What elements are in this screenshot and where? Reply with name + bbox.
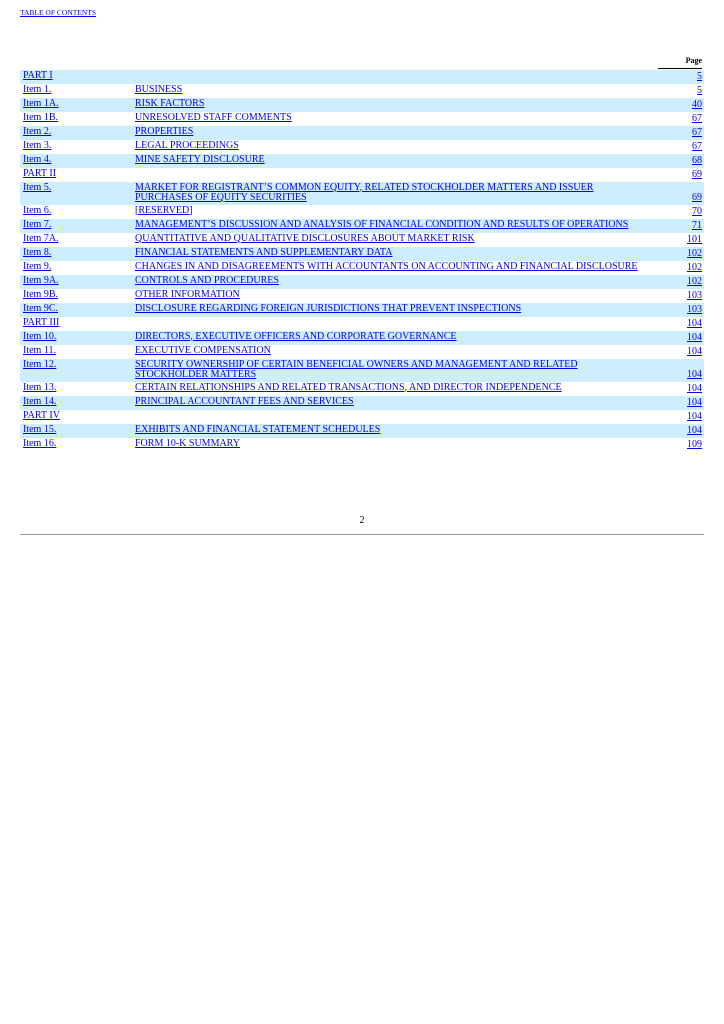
toc-title-link[interactable]: DIRECTORS, EXECUTIVE OFFICERS AND CORPORATE GOVERNANCE [135, 330, 457, 342]
toc-item-link[interactable]: PART III [23, 316, 60, 328]
toc-title-link[interactable]: EXHIBITS AND FINANCIAL STATEMENT SCHEDULES [135, 423, 381, 435]
toc-row [20, 438, 704, 452]
toc-page-link[interactable]: 68 [692, 155, 702, 166]
toc-page-link[interactable]: 104 [687, 383, 702, 394]
toc-page-link[interactable]: 104 [687, 411, 702, 422]
toc-title-link[interactable]: FINANCIAL STATEMENTS AND SUPPLEMENTARY DATA [135, 246, 393, 258]
toc-row [20, 205, 704, 219]
toc-row [20, 331, 704, 345]
toc-row [20, 382, 704, 396]
toc-title-link[interactable]: SECURITY OWNERSHIP OF CERTAIN BENEFICIAL OWNERS AND MANAGEMENT AND RELATED STOCKHOLDER MATTERS [135, 358, 578, 380]
toc-title-link[interactable]: CONTROLS AND PROCEDURES [135, 274, 279, 286]
toc-item-link[interactable]: Item 1A. [23, 97, 59, 109]
toc-item-link[interactable]: PART I [23, 69, 53, 81]
page-column-header: Page [652, 56, 704, 70]
toc-item-link[interactable]: Item 11. [23, 344, 56, 356]
toc-item-link[interactable]: Item 9. [23, 260, 52, 272]
toc-page-link[interactable]: 103 [687, 290, 702, 301]
toc-title-link[interactable]: CERTAIN RELATIONSHIPS AND RELATED TRANSACTIONS, AND DIRECTOR INDEPENDENCE [135, 381, 562, 393]
toc-item-link[interactable]: Item 9A. [23, 274, 59, 286]
toc-page-link[interactable]: 67 [692, 141, 702, 152]
toc-title-link[interactable]: OTHER INFORMATION [135, 288, 240, 300]
toc-title-link[interactable]: PROPERTIES [135, 125, 194, 137]
toc-row [20, 219, 704, 233]
toc-body [20, 70, 704, 452]
toc-row [20, 168, 704, 182]
toc-item-link[interactable]: Item 1B. [23, 111, 58, 123]
toc-title-link[interactable]: UNRESOLVED STAFF COMMENTS [135, 111, 292, 123]
toc-page-link[interactable]: 69 [692, 192, 702, 203]
table-of-contents-link[interactable]: TABLE OF CONTENTS [20, 8, 97, 17]
toc-row [20, 410, 704, 424]
toc-title-link[interactable]: BUSINESS [135, 83, 183, 95]
toc-item-link[interactable]: Item 15. [23, 423, 57, 435]
toc-row [20, 112, 704, 126]
toc-item-link[interactable]: Item 10. [23, 330, 57, 342]
toc-row [20, 359, 704, 382]
toc-row [20, 275, 704, 289]
toc-item-link[interactable]: Item 2. [23, 125, 52, 137]
toc-title-link[interactable]: EXECUTIVE COMPENSATION [135, 344, 271, 356]
toc-header-row [20, 56, 704, 70]
toc-page-link[interactable]: 71 [692, 220, 702, 231]
toc-page-link[interactable]: 5 [697, 71, 702, 82]
toc-title-link[interactable]: LEGAL PROCEEDINGS [135, 139, 239, 151]
toc-page-link[interactable]: 104 [687, 397, 702, 408]
toc-title-link[interactable]: FORM 10-K SUMMARY [135, 437, 241, 449]
page-number: 2 [359, 515, 365, 526]
toc-item-link[interactable]: Item 12. [23, 358, 57, 370]
toc-page-link[interactable]: 69 [692, 169, 702, 180]
toc-row [20, 126, 704, 140]
toc-page-link[interactable]: 104 [687, 369, 702, 380]
toc-row [20, 396, 704, 410]
toc-item-link[interactable]: PART IV [23, 409, 60, 421]
toc-page-link[interactable]: 104 [687, 425, 702, 436]
toc-item-link[interactable]: Item 7. [23, 218, 52, 230]
toc-page-link[interactable]: 5 [697, 85, 702, 96]
toc-title-link[interactable]: PRINCIPAL ACCOUNTANT FEES AND SERVICES [135, 395, 354, 407]
toc-page-link[interactable]: 104 [687, 318, 702, 329]
toc-item-link[interactable]: Item 1. [23, 83, 52, 95]
toc-title-link[interactable]: MARKET FOR REGISTRANT’S COMMON EQUITY, RELATED STOCKHOLDER MATTERS AND ISSUER PURCHASES OF EQUITY SECURITIES [135, 181, 594, 203]
toc-title-link[interactable]: DISCLOSURE REGARDING FOREIGN JURISDICTIONS THAT PREVENT INSPECTIONS [135, 302, 522, 314]
toc-page-link[interactable]: 102 [687, 276, 702, 287]
toc-row [20, 424, 704, 438]
toc-row [20, 289, 704, 303]
toc-page-link[interactable]: 109 [687, 439, 702, 450]
toc-title-link[interactable]: QUANTITATIVE AND QUALITATIVE DISCLOSURES ABOUT MARKET RISK [135, 232, 475, 244]
toc-page-link[interactable]: 40 [692, 99, 702, 110]
toc-row [20, 233, 704, 247]
toc-page-link[interactable]: 70 [692, 206, 702, 217]
toc-row [20, 182, 704, 205]
toc-item-link[interactable]: Item 9B. [23, 288, 58, 300]
toc-page-link[interactable]: 67 [692, 127, 702, 138]
toc-page-link[interactable]: 67 [692, 113, 702, 124]
toc-page-link[interactable]: 101 [687, 234, 702, 245]
toc-table [20, 56, 704, 452]
toc-item-link[interactable]: PART II [23, 167, 57, 179]
toc-title-link[interactable]: MANAGEMENT’S DISCUSSION AND ANALYSIS OF FINANCIAL CONDITION AND RESULTS OF OPERATIONS [135, 218, 629, 230]
toc-title-link[interactable]: RISK FACTORS [135, 97, 205, 109]
toc-row [20, 140, 704, 154]
toc-title-link[interactable]: [RESERVED] [135, 204, 193, 216]
toc-item-link[interactable]: Item 6. [23, 204, 52, 216]
toc-page-link[interactable]: 104 [687, 346, 702, 357]
toc-title-link[interactable]: MINE SAFETY DISCLOSURE [135, 153, 265, 165]
toc-row [20, 70, 704, 84]
toc-page-link[interactable]: 102 [687, 262, 702, 273]
toc-row [20, 154, 704, 168]
toc-row [20, 345, 704, 359]
toc-row [20, 247, 704, 261]
toc-item-link[interactable]: Item 4. [23, 153, 52, 165]
toc-item-link[interactable]: Item 7A. [23, 232, 59, 244]
toc-item-link[interactable]: Item 9C. [23, 302, 58, 314]
toc-item-link[interactable]: Item 5. [23, 181, 52, 193]
toc-page-link[interactable]: 102 [687, 248, 702, 259]
toc-row [20, 84, 704, 98]
toc-row [20, 317, 704, 331]
toc-item-link[interactable]: Item 3. [23, 139, 52, 151]
toc-row [20, 261, 704, 275]
toc-item-link[interactable]: Item 13. [23, 381, 57, 393]
toc-page-link[interactable]: 103 [687, 304, 702, 315]
toc-item-link[interactable]: Item 14. [23, 395, 57, 407]
toc-item-link[interactable]: Item 16. [23, 437, 57, 449]
toc-item-link[interactable]: Item 8. [23, 246, 52, 258]
page-divider [20, 534, 704, 535]
toc-row [20, 303, 704, 317]
toc-row [20, 98, 704, 112]
toc-title-link[interactable]: CHANGES IN AND DISAGREEMENTS WITH ACCOUNTANTS ON ACCOUNTING AND FINANCIAL DISCLOSURE [135, 260, 638, 272]
toc-page-link[interactable]: 104 [687, 332, 702, 343]
